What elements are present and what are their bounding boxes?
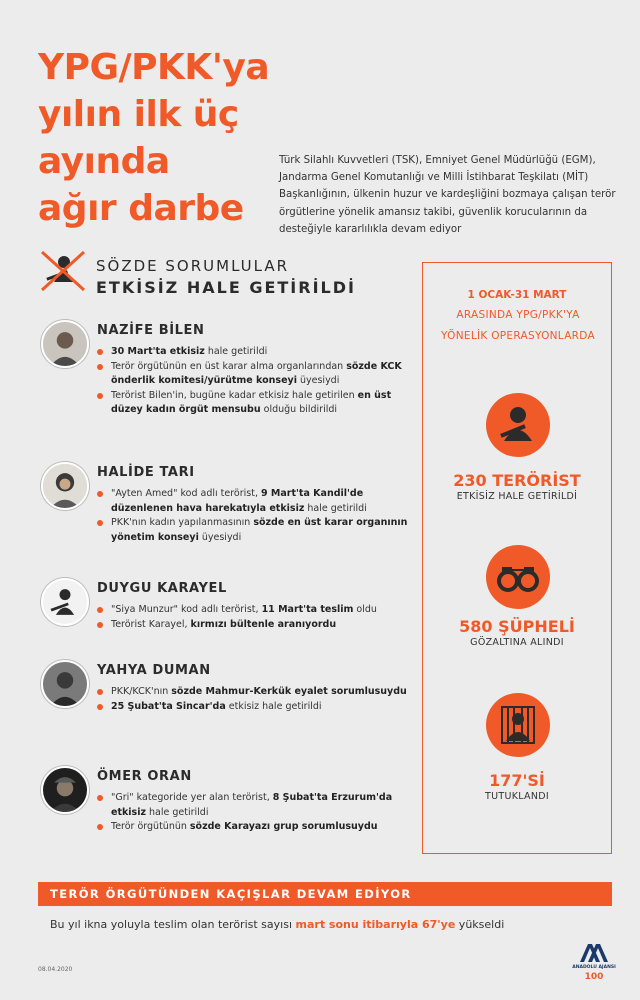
footer-text-part: yükseldi (455, 918, 505, 931)
detail-text: Terörist Bilen'in, bugüne kadar etkisiz hale getirilen (111, 389, 358, 401)
title-line: ağır darbe (38, 188, 244, 229)
section-subtitle: SÖZDE SORUMLULAR (96, 257, 290, 275)
detail-highlight: 11 Mart'ta teslim (261, 604, 354, 615)
footer-text-part: Bu yıl ikna yoluyla teslim olan terörist sayısı (50, 918, 296, 931)
logo-anniversary: 100 (584, 972, 604, 982)
detail-text: hale getirildi (146, 806, 209, 818)
crossed-out-terrorist-icon (38, 248, 88, 294)
detail-text: üyesiydi (296, 375, 340, 386)
detail-item (97, 820, 409, 835)
stat-number: 177'Sİ (489, 771, 545, 790)
terrorist-icon (486, 393, 550, 457)
person-details (97, 685, 409, 714)
person-card (38, 578, 408, 648)
detail-text: hale getirildi (204, 346, 268, 357)
detail-item (97, 345, 409, 360)
panel-subtitle: ARASINDA YPG/PKK'YA YÖNELİK OPERASYONLARDA (441, 309, 595, 342)
stat-number: 580 ŞÜPHELİ (459, 617, 575, 636)
person-name: NAZİFE BİLEN (97, 323, 205, 338)
detail-item (97, 700, 409, 715)
section-title: ETKİSİZ HALE GETİRİLDİ (96, 278, 356, 297)
person-details (97, 487, 409, 545)
anadolu-agency-logo (572, 940, 616, 990)
detail-item (97, 389, 409, 418)
operations-panel (422, 262, 612, 854)
logo-text: ANADOLU AJANSI (572, 965, 616, 970)
detail-text: PKK'nın kadın yapılanmasının (111, 517, 254, 528)
detail-text: "Siya Munzur" kod adlı terörist, (111, 604, 262, 615)
detail-highlight: sözde en üst karar organının yönetim konseyi (111, 517, 408, 543)
person-card (38, 660, 408, 750)
detail-highlight: 25 Şubat'ta Sincar'da (111, 700, 226, 712)
detail-item (97, 516, 409, 545)
detail-highlight: 30 Mart'ta etkisiz (111, 346, 205, 357)
person-name: YAHYA DUMAN (97, 663, 211, 678)
detail-item (97, 487, 409, 516)
date-stamp: 08.04.2020 (38, 966, 73, 973)
person-card (38, 320, 408, 450)
detail-item (97, 685, 409, 700)
handcuffs-icon (486, 545, 550, 609)
detail-text: oldu (353, 604, 377, 615)
person-details (97, 603, 409, 632)
person-name: DUYGU KARAYEL (97, 581, 227, 596)
avatar (41, 766, 89, 814)
detail-highlight: sözde KCK önderlik komitesi/yürütme konseyi (111, 360, 402, 386)
intro-text: Türk Silahlı Kuvvetleri (TSK), Emniyet Genel Müdürlüğü (EGM), Jandarma Genel Komutanlığı ve Milli İstihbarat Teşkilatı (MİT) Başkanlığının, ülkenin huzur ve kardeşliğini bozmaya çalışan terör örgütlerine yönelik amansız takibi, güvenlik korucularının da desteğiyle kararlılıkla devam ediyor (279, 155, 616, 235)
prison-icon (486, 693, 550, 757)
detail-highlight: 8 Şubat'ta Erzurum'da etkisiz (111, 792, 393, 818)
avatar (41, 462, 89, 510)
stat-label: TUTUKLANDI (485, 791, 549, 802)
avatar (41, 578, 89, 626)
detail-text: etkisiz hale getirildi (225, 700, 322, 712)
detail-highlight: sözde Mahmur-Kerkük eyalet sorumlusuydu (171, 686, 407, 697)
detail-text: Terörist Karayel, (111, 618, 191, 630)
stat-number: 230 TERÖRİST (453, 471, 581, 490)
aa-logo-icon (578, 940, 610, 964)
detail-text: olduğu bildirildi (260, 404, 338, 415)
detail-text: üyesiydi (198, 531, 242, 543)
detail-item (97, 603, 409, 618)
detail-text: "Gri" kategoride yer alan terörist, (111, 792, 273, 803)
detail-highlight: sözde Karayazı grup sorumlusuydu (189, 821, 378, 832)
person-name: HALİDE TARI (97, 465, 195, 480)
detail-highlight: kırmızı bültenle aranıyordu (190, 618, 337, 630)
footer-text-highlight: mart sonu itibarıyla 67'ye (295, 918, 456, 931)
section-header (38, 248, 378, 304)
detail-highlight: 9 Mart'ta Kandil'de düzenlenen hava harekatıyla etkisiz (111, 488, 364, 514)
avatar (41, 320, 89, 368)
avatar (41, 660, 89, 708)
person-details (97, 345, 409, 418)
detail-text: Terör örgütünün en üst karar alma organlarından (111, 360, 347, 372)
detail-highlight: en üst düzey kadın örgüt mensubu (111, 389, 392, 415)
title-line: yılın ilk üç ayında (38, 94, 239, 182)
detail-text: hale getirildi (304, 502, 367, 514)
footer-text (50, 918, 570, 931)
escape-banner: TERÖR ÖRGÜTÜNDEN KAÇIŞLAR DEVAM EDİYOR (38, 882, 612, 906)
stat-label: GÖZALTINA ALINDI (470, 637, 564, 648)
stat-label: ETKİSİZ HALE GETİRİLDİ (456, 491, 578, 502)
person-card (38, 766, 408, 856)
detail-text: PKK/KCK'nın (111, 686, 172, 697)
person-name: ÖMER ORAN (97, 769, 192, 784)
detail-item (97, 791, 409, 820)
person-card (38, 462, 408, 572)
title-line: YPG/PKK'ya (38, 47, 270, 88)
detail-text: Terör örgütünün (111, 821, 190, 832)
detail-text: "Ayten Amed" kod adlı terörist, (111, 488, 261, 499)
detail-item (97, 618, 409, 633)
person-details (97, 791, 409, 835)
panel-date: 1 OCAK-31 MART (467, 289, 567, 301)
detail-item (97, 360, 409, 389)
